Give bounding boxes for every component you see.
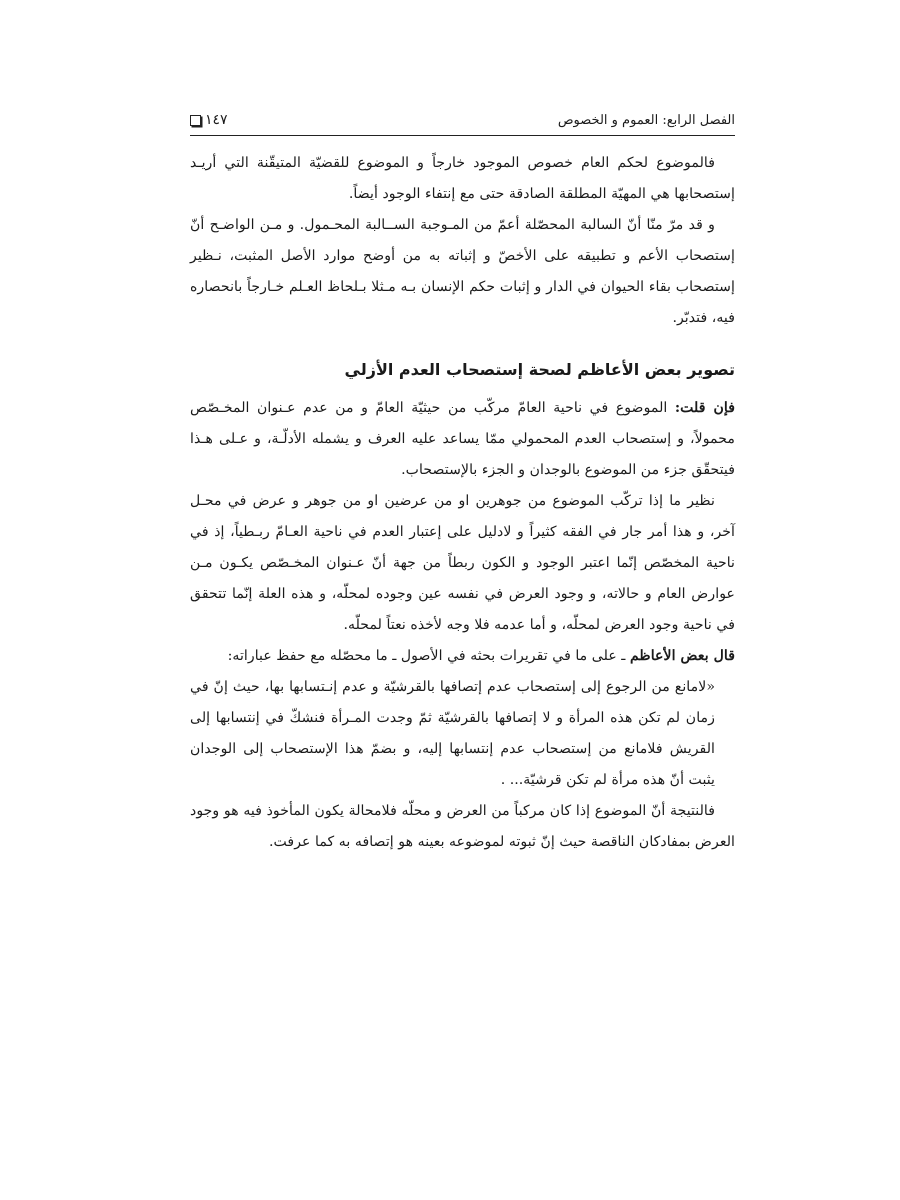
paragraph-6: فالنتيجة أنّ الموضوع إذا كان مركباً من العرض و محلّه فلامحالة يكون المأخوذ فيه هو وجود العرض بمفادكان الناقصة حيث إنّ ثبوته لموضوعه بعينه هو إتصافه به كما عرفت.: [190, 803, 735, 850]
paragraph-1: فالموضوع لحكم العام خصوص الموجود خارجاً و الموضوع للقضيّة المتيقّنة التي أريـد إستصحابها هي المهيّة المطلقة الصادقة حتى مع إنتفاء الوجود أيضاً.: [190, 155, 735, 202]
paragraph-5: [190, 641, 735, 672]
section-heading: تصوير بعض الأعاظم لصحة إستصحاب العدم الأزلي: [344, 360, 735, 379]
paragraph-5-text: ـ على ما في تقريرات بحثه في الأصول ـ ما محصّله مع حفظ عباراته:: [227, 648, 630, 664]
paragraph-5-lead: قال بعض الأعاظم: [629, 648, 735, 664]
paragraph-2: و قد مرّ منّا أنّ السالبة المحصّلة أعمّ من المـوجبة الســالبة المحـمول. و مـن الواضـح أنّ إستصحاب الأعم و تطبيقه على الأخصّ و إثباته به من أوضح موارد الأصل المثبت، نـظير إستصحاب بقاء الحيوان في الدار و إثبات حكم الإنسان بـه مـثلا بـلحاظ العـلم خـارجاً بانحصاره فيه، فتدبّر.: [190, 217, 735, 326]
book-page: [190, 112, 735, 858]
running-title: الفصل الرابع: العموم و الخصوص: [557, 112, 735, 128]
running-header: [190, 112, 735, 136]
paragraph-3: [190, 393, 735, 486]
square-ornament-icon: [190, 115, 201, 126]
quotation: «لامانع من الرجوع إلى إستصحاب عدم إتصافها بالقرشيّة و عدم إنـتسابها بها، حيث إنّ في زمان لم تكن هذه المرأة و لا إتصافها بالقرشيّة ثمّ وجدت المـرأة فنشكّ في إنتسابها إلى القريش فلامانع من إستصحاب عدم إنتسابها إليه، و بضمّ هذا الإستصحاب إلى الوجدان يثبت أنّ هذه مرأة لم تكن قرشيّة... .: [190, 679, 715, 788]
page-number-text: ١٤٧: [205, 112, 228, 128]
body-text: [190, 148, 735, 858]
paragraph-3-lead: فإن قلت:: [674, 400, 735, 416]
paragraph-3-text: الموضوع في ناحية العامّ مركّب من حيثيّة العامّ و من عدم عـنوان المخـصّص محمولاً، و إستصحاب العدم المحمولي ممّا يساعد عليه العرف و يشمله الأدلّـة، و عـلى هـذا فيتحقّق جزء من الموضوع بالوجدان و الجزء بالإستصحاب.: [190, 400, 735, 478]
page-number: [190, 112, 228, 128]
paragraph-4: نظير ما إذا تركّب الموضوع من جوهرين او من عرضين او من جوهر و عرض في محـل آخر، و هذا أمر جار في الفقه كثيراً و لادليل على إعتبار العدم في ناحية العـامّ ربـطياً، إذ في ناحية المخصّص إنّما اعتبر الوجود و الكون ربطاً من جهة أنّ عـنوان المخـصّص يكـون مـن عوارض العام و حالاته، و وجود العرض في نفسه عين وجوده لمحلّه، و هذه العلة إنّما تتحقق في ناحية وجود العرض لمحلّه، و أما عدمه فلا وجه لأخذه نعتاً لمحلّه.: [190, 493, 735, 633]
